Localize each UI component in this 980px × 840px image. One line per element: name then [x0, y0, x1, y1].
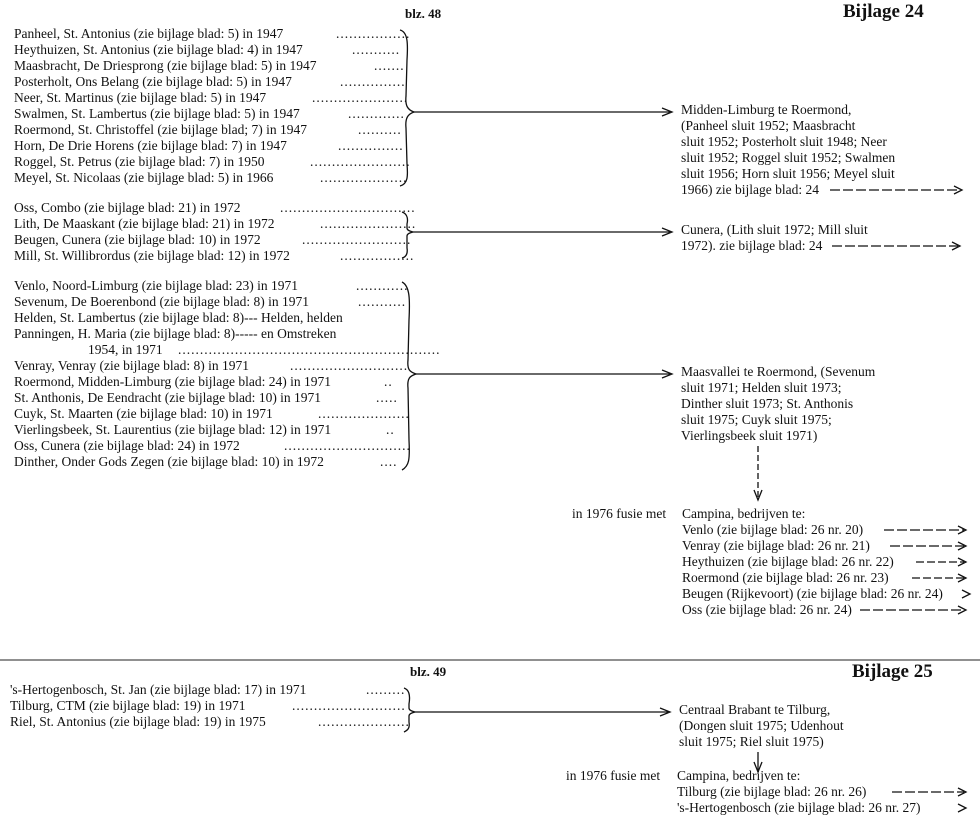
merger1-lead: in 1976 fusie met: [572, 506, 667, 521]
leader-dots: .....................: [318, 714, 410, 729]
leader-dots: ............: [356, 278, 409, 293]
leader-dots: ..: [386, 422, 395, 437]
target-cunera-line1: Cunera, (Lith sluit 1972; Mill sluit: [681, 222, 868, 237]
entry-dinther: Dinther, Onder Gods Zegen (zie bijlage blad: 10) in 1972: [14, 454, 324, 469]
leader-dots: .....: [376, 390, 398, 405]
entry-st-anthonis: St. Anthonis, De Eendracht (zie bijlage blad: 10) in 1971: [14, 390, 322, 405]
merger1-plant-beugen: Beugen (Rijkevoort) (zie bijlage blad: 26 nr. 24): [682, 586, 943, 601]
entry-panningen: Panningen, H. Maria (zie bijlage blad: 8)----- en Omstreken: [14, 326, 337, 341]
leader-dots: ............................................................: [178, 342, 441, 357]
merger1-plant-roermond: Roermond (zie bijlage blad: 26 nr. 23): [682, 570, 889, 585]
target-cunera-line2: 1972). zie bijlage blad: 24: [681, 238, 823, 253]
target-maasvallei-line2: sluit 1971; Helden sluit 1973;: [681, 380, 842, 395]
entry-mill: Mill, St. Willibrordus (zie bijlage blad: 12) in 1972: [14, 248, 290, 263]
leader-dots: ...........: [352, 42, 401, 57]
target-maasvallei-line4: sluit 1975; Cuyk sluit 1975;: [681, 412, 832, 427]
target-midden-limburg-line4: sluit 1952; Roggel sluit 1952; Swalmen: [681, 150, 896, 165]
leader-dots: .................: [336, 26, 411, 41]
entry-riel: Riel, St. Antonius (zie bijlage blad: 19) in 1975: [10, 714, 266, 729]
target-maasvallei-line3: Dinther sluit 1973; St. Anthonis: [681, 396, 854, 411]
entry-venlo: Venlo, Noord-Limburg (zie bijlage blad: 23) in 1971: [14, 278, 298, 293]
leader-dots: .....................: [318, 406, 410, 421]
target-centraal-brabant-line2: (Dongen sluit 1975; Udenhout: [679, 718, 844, 733]
page-number-top: blz. 48: [405, 6, 442, 21]
leader-dots: ...........: [358, 294, 407, 309]
entry-s-hertogenbosch: 's-Hertogenbosch, St. Jan (zie bijlage blad: 17) in 1971: [10, 682, 307, 697]
target-centraal-brabant-line1: Centraal Brabant te Tilburg,: [679, 702, 831, 717]
entry-roermond-ml: Roermond, Midden-Limburg (zie bijlage blad: 24) in 1971: [14, 374, 331, 389]
entry-sevenum: Sevenum, De Boerenbond (zie bijlage blad: 8) in 1971: [14, 294, 310, 309]
leader-dots: .........................: [302, 232, 412, 247]
target-midden-limburg-line1: Midden-Limburg te Roermond,: [681, 102, 852, 117]
entry-neer: Neer, St. Martinus (zie bijlage blad: 5) in 1947: [14, 90, 267, 105]
entry-roggel: Roggel, St. Petrus (zie bijlage blad: 7) in 1950: [14, 154, 265, 169]
merger1-plant-oss: Oss (zie bijlage blad: 26 nr. 24): [682, 602, 852, 617]
merger2-head: Campina, bedrijven te:: [677, 768, 801, 783]
page-number-bottom: blz. 49: [410, 664, 447, 679]
leader-dots: .............................: [284, 438, 411, 453]
leader-dots: ..: [384, 374, 393, 389]
leader-dots: ...............................: [280, 200, 416, 215]
entry-posterholt: Posterholt, Ons Belang (zie bijlage blad: 5) in 1947: [14, 74, 292, 89]
entry-roermond: Roermond, St. Christoffel (zie bijlage blad; 7) in 1947: [14, 122, 307, 137]
target-maasvallei-line1: Maasvallei te Roermond, (Sevenum: [681, 364, 876, 379]
merger1-plant-heythuizen: Heythuizen (zie bijlage blad: 26 nr. 22): [682, 554, 894, 569]
appendix-title-top: Bijlage 24: [843, 1, 924, 22]
merger2-plant-s-hertogenbosch: 's-Hertogenbosch (zie bijlage blad: 26 nr. 27): [677, 800, 921, 815]
entry-lith: Lith, De Maaskant (zie bijlage blad: 21) in 1972: [14, 216, 275, 231]
leader-dots: ...............: [338, 138, 404, 153]
entry-venray: Venray, Venray (zie bijlage blad: 8) in 1971: [14, 358, 250, 373]
entry-cuyk: Cuyk, St. Maarten (zie bijlage blad: 10) in 1971: [14, 406, 273, 421]
entry-horn: Horn, De Drie Horens (zie bijlage blad: 7) in 1947: [14, 138, 287, 153]
leader-dots: ......................: [312, 90, 409, 105]
brace-group1: [400, 30, 414, 186]
entry-oss-cunera: Oss, Cunera (zie bijlage blad: 24) in 1972: [14, 438, 240, 453]
leader-dots: ...............: [340, 74, 406, 89]
leader-dots: .......................: [310, 154, 411, 169]
merger2-plant-tilburg: Tilburg (zie bijlage blad: 26 nr. 26): [677, 784, 867, 799]
target-midden-limburg-line6: 1966) zie bijlage blad: 24: [681, 182, 819, 197]
leader-dots: .........: [366, 682, 406, 697]
leader-dots: .......: [374, 58, 405, 73]
merger2-lead: in 1976 fusie met: [566, 768, 661, 783]
target-midden-limburg-line5: sluit 1956; Horn sluit 1956; Meyel sluit: [681, 166, 895, 181]
brace-group2: [402, 212, 413, 258]
merger1-plant-venray: Venray (zie bijlage blad: 26 nr. 21): [682, 538, 870, 553]
entry-beugen: Beugen, Cunera (zie bijlage blad: 10) in 1972: [14, 232, 261, 247]
brace-group4: [404, 688, 415, 732]
leader-dots: ..........................: [292, 698, 406, 713]
leader-dots: ...........................: [290, 358, 409, 373]
entry-panheel: Panheel, St. Antonius (zie bijlage blad: 5) in 1947: [14, 26, 284, 41]
entry-tilburg: Tilburg, CTM (zie bijlage blad: 19) in 1971: [10, 698, 246, 713]
leader-dots: ......................: [320, 216, 417, 231]
merger1-plant-venlo: Venlo (zie bijlage blad: 26 nr. 20): [682, 522, 864, 537]
entry-swalmen: Swalmen, St. Lambertus (zie bijlage blad: 5) in 1947: [14, 106, 300, 121]
target-midden-limburg-line3: sluit 1952; Posterholt sluit 1948; Neer: [681, 134, 887, 149]
leader-dots: ....................: [320, 170, 408, 185]
entry-maasbracht: Maasbracht, De Driesprong (zie bijlage blad: 5) in 1947: [14, 58, 317, 73]
leader-dots: ..........: [358, 122, 402, 137]
target-centraal-brabant-line3: sluit 1975; Riel sluit 1975): [679, 734, 824, 749]
target-maasvallei-line5: Vierlingsbeek sluit 1971): [681, 428, 818, 443]
merger1-head: Campina, bedrijven te:: [682, 506, 806, 521]
leader-dots: ....: [380, 454, 398, 469]
target-midden-limburg-line2: (Panheel sluit 1952; Maasbracht: [681, 118, 856, 133]
entry-oss-combo: Oss, Combo (zie bijlage blad: 21) in 1972: [14, 200, 241, 215]
entry-helden: Helden, St. Lambertus (zie bijlage blad: 8)--- Helden, helden: [14, 310, 343, 325]
entry-heythuizen: Heythuizen, St. Antonius (zie bijlage blad: 4) in 1947: [14, 42, 303, 57]
leader-dots: .................: [340, 248, 415, 263]
entry-vierlingsbeek: Vierlingsbeek, St. Laurentius (zie bijlage blad: 12) in 1971: [14, 422, 332, 437]
appendix-title-bottom: Bijlage 25: [852, 661, 933, 682]
entry-panningen-year: 1954, in 1971: [88, 342, 163, 357]
entry-meyel: Meyel, St. Nicolaas (zie bijlage blad: 5) in 1966: [14, 170, 274, 185]
leader-dots: .............: [348, 106, 405, 121]
brace-group3: [402, 282, 416, 470]
